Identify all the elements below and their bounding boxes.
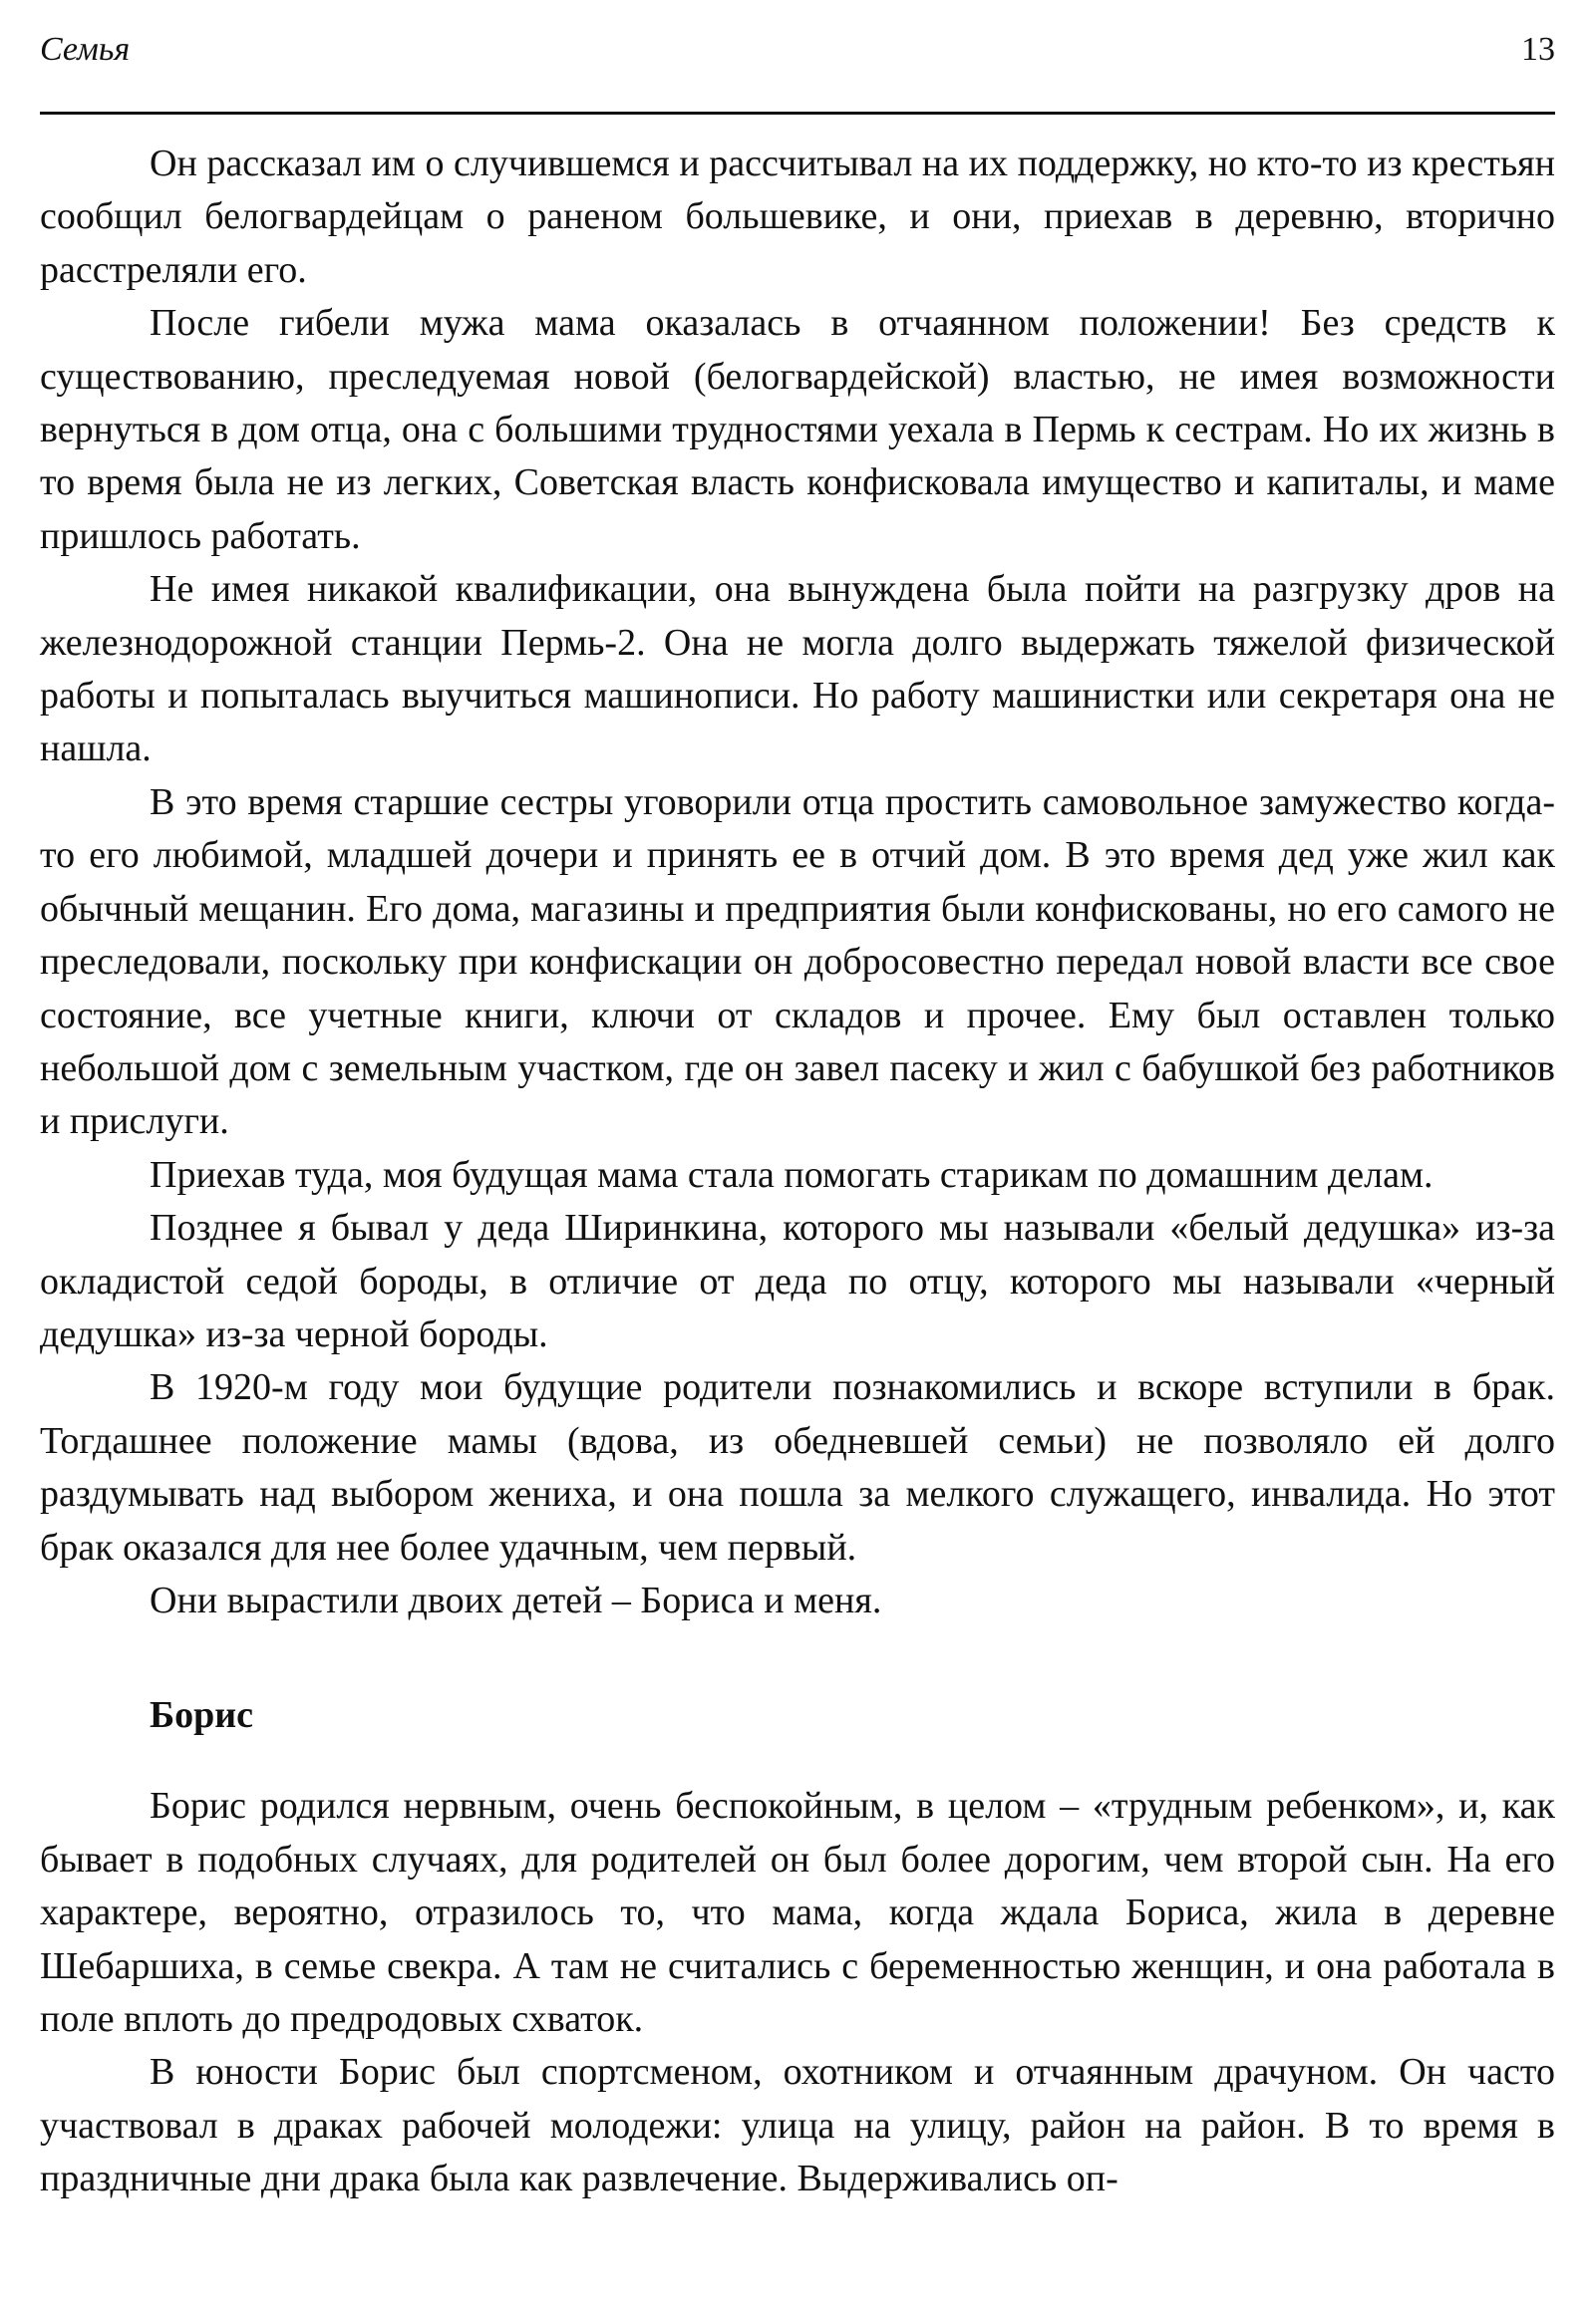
paragraph: Позднее я бывал у деда Ширинкина, которого мы называли «белый дедушка» из-за окладистой седой бороды, в отличие от деда по отцу, которого мы называли «черный дедушка» из-за черной бороды. [40, 1207, 1555, 1355]
paragraph: Приехав туда, моя будущая мама стала помогать старикам по домашним делам. [150, 1153, 1434, 1196]
paragraph: В это время старшие сестры уговорили отца простить самовольное замужество когда-то его любимой, младшей дочери и принять ее в отчий дом. В это время дед уже жил как обычный мещанин. Его дома, магазины и предприятия были конфискованы, но его самого не преследовали, поскольку при конфискации он добросовестно передал новой власти все свое состояние, все учетные книги, ключи от складов и прочее. Ему был оставлен только небольшой дом с земельным участком, где он завел пасеку и жил с бабушкой без работников и прислуги. [40, 780, 1555, 1143]
book-page [40, 0, 1555, 2324]
paragraph: Они вырастили двоих детей – Бориса и меня. [150, 1579, 882, 1621]
subsection-heading: Борис [150, 1694, 254, 1737]
running-header [40, 30, 1555, 80]
paragraph: После гибели мужа мама оказалась в отчаянном положении! Без средств к существованию, преследуемая новой (белогвардейской) властью, не имея возможности вернуться в дом отца, она с большими трудностями уехала в Пермь к сестрам. Но их жизнь в то время была не из легких, Советская власть конфисковала имущество и капиталы, и маме пришлось работать. [40, 302, 1555, 557]
page-body [40, 138, 1555, 2206]
paragraph: Он рассказал им о случившемся и рассчитывал на их поддержку, но кто-то из крестьян сообщил белогвардейцам о раненом большевике, и они, приехав в деревню, вторично расстреляли его. [40, 143, 1555, 291]
section-title: Семья [40, 31, 131, 68]
page-number: 13 [1521, 31, 1555, 68]
header-rule [40, 112, 1555, 115]
paragraph: В юности Борис был спортсменом, охотником и отчаянным драчуном. Он часто участвовал в драках рабочей молодежи: улица на улицу, район на район. В то время в праздничные дни драка была как развлечение. Выдерживались оп- [40, 2051, 1555, 2200]
paragraph: Не имея никакой квалификации, она вынуждена была пойти на разгрузку дров на железнодорожной станции Пермь-2. Она не могла долго выдержать тяжелой физической работы и попыталась выучиться машинописи. Но работу машинистки или секретаря она не нашла. [40, 568, 1555, 770]
paragraph: В 1920-м году мои будущие родители познакомились и вскоре вступили в брак. Тогдашнее положение мамы (вдова, из обедневшей семьи) не позволяло ей долго раздумывать над выбором жениха, и она пошла за мелкого служащего, инвалида. Но этот брак оказался для нее более удачным, чем первый. [40, 1366, 1555, 1569]
paragraph: Борис родился нервным, очень беспокойным, в целом – «трудным ребенком», и, как бывает в подобных случаях, для родителей он был более дорогим, чем второй сын. На его характере, вероятно, отразилось то, что мама, когда ждала Бориса, жила в деревне Шебаршиха, в семье свекра. А там не считались с беременностью женщин, и она работала в поле вплоть до предродовых схваток. [40, 1785, 1555, 2040]
